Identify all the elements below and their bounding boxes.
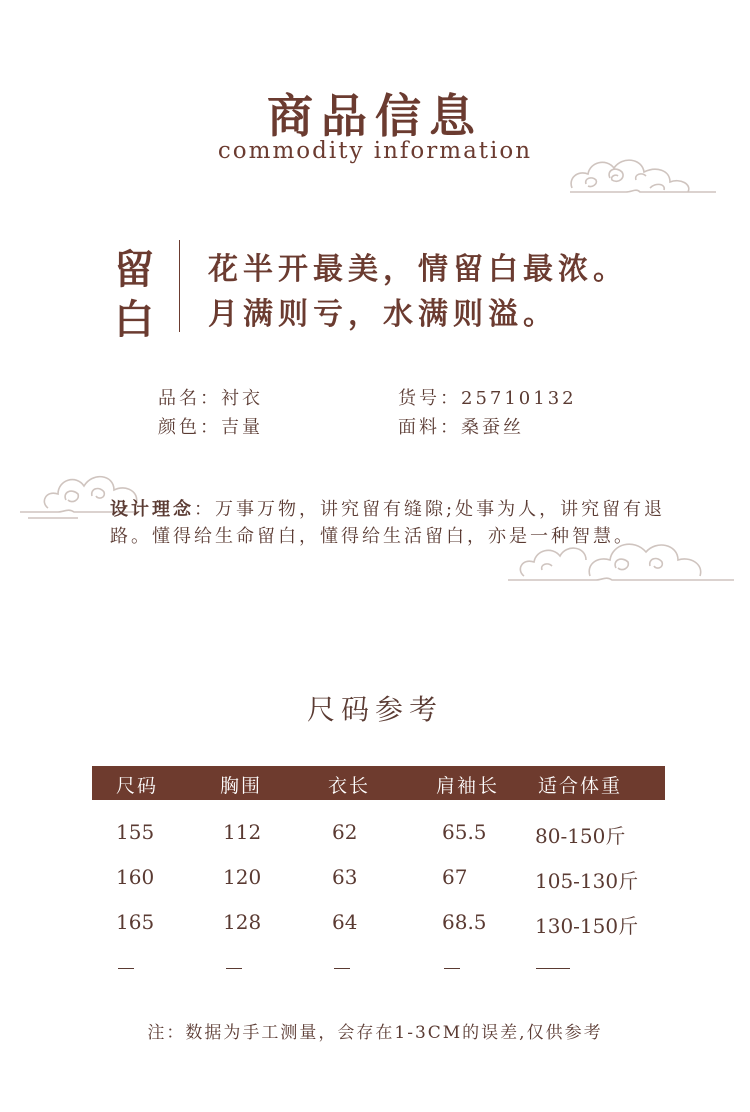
dash-divider: [444, 968, 460, 969]
header-length: 衣长: [328, 775, 371, 797]
product-name-label: 品名：: [158, 388, 221, 409]
design-concept-label: 设计理念: [110, 499, 194, 520]
page-subtitle: commodity information: [217, 138, 533, 164]
table-row: [92, 820, 665, 850]
header-shoulder-sleeve: 肩袖长: [436, 775, 500, 797]
cell-shoulder-sleeve: 67: [442, 865, 468, 889]
cell-weight: 105-130斤: [535, 869, 639, 893]
cell-weight: 80-150斤: [535, 824, 626, 848]
dash-divider: [118, 968, 134, 969]
size-table-header: [92, 766, 665, 800]
header-weight: 适合体重: [538, 775, 623, 797]
cell-length: 64: [332, 910, 358, 934]
cell-size: 155: [116, 820, 155, 844]
table-row: [92, 910, 665, 940]
liubai-char-1: 留: [114, 246, 154, 293]
dash-divider: [536, 968, 570, 969]
product-sku-value: 25710132: [461, 388, 577, 409]
measurement-note: 注：数据为手工测量，会存在1-3CM的误差,仅供参考: [147, 1023, 603, 1043]
product-color-row: [158, 413, 263, 439]
cell-chest: 120: [223, 865, 262, 889]
page-title: 商品信息: [267, 89, 483, 143]
cell-size: 160: [116, 865, 155, 889]
cell-shoulder-sleeve: 68.5: [442, 910, 487, 934]
vertical-divider: [179, 240, 180, 332]
product-name-row: [158, 384, 263, 410]
product-color-label: 颜色：: [158, 417, 221, 438]
product-name-value: 衬衣: [221, 388, 263, 409]
cell-size: 165: [116, 910, 155, 934]
product-fabric-label: 面料：: [398, 417, 461, 438]
cell-length: 62: [332, 820, 358, 844]
product-sku-row: [398, 384, 577, 410]
product-fabric-row: [398, 413, 524, 439]
dash-divider: [334, 968, 350, 969]
dash-divider: [226, 968, 242, 969]
header-size: 尺码: [116, 775, 159, 797]
cell-shoulder-sleeve: 65.5: [442, 820, 487, 844]
poem-line-2: 月满则亏，水满则溢。: [208, 297, 558, 332]
header-chest: 胸围: [220, 775, 263, 797]
poem-line-1: 花半开最美，情留白最浓。: [208, 252, 628, 287]
cell-chest: 128: [223, 910, 262, 934]
cloud-icon: [566, 148, 726, 200]
placeholder-row: [92, 968, 665, 970]
product-color-value: 吉量: [221, 417, 263, 438]
cell-length: 63: [332, 865, 358, 889]
product-sku-label: 货号：: [398, 388, 461, 409]
design-concept-text: ：万事万物，讲究留有缝隙;处事为人，讲究留有退路。懂得给生命留白，懂得给生活留白，亦是一种智慧。: [110, 499, 666, 547]
liubai-char-2: 白: [114, 296, 154, 343]
cell-chest: 112: [223, 820, 262, 844]
size-chart-title: 尺码参考: [306, 693, 443, 726]
table-row: [92, 865, 665, 895]
design-concept: [110, 496, 690, 550]
product-fabric-value: 桑蚕丝: [461, 417, 524, 438]
cell-weight: 130-150斤: [535, 914, 639, 938]
